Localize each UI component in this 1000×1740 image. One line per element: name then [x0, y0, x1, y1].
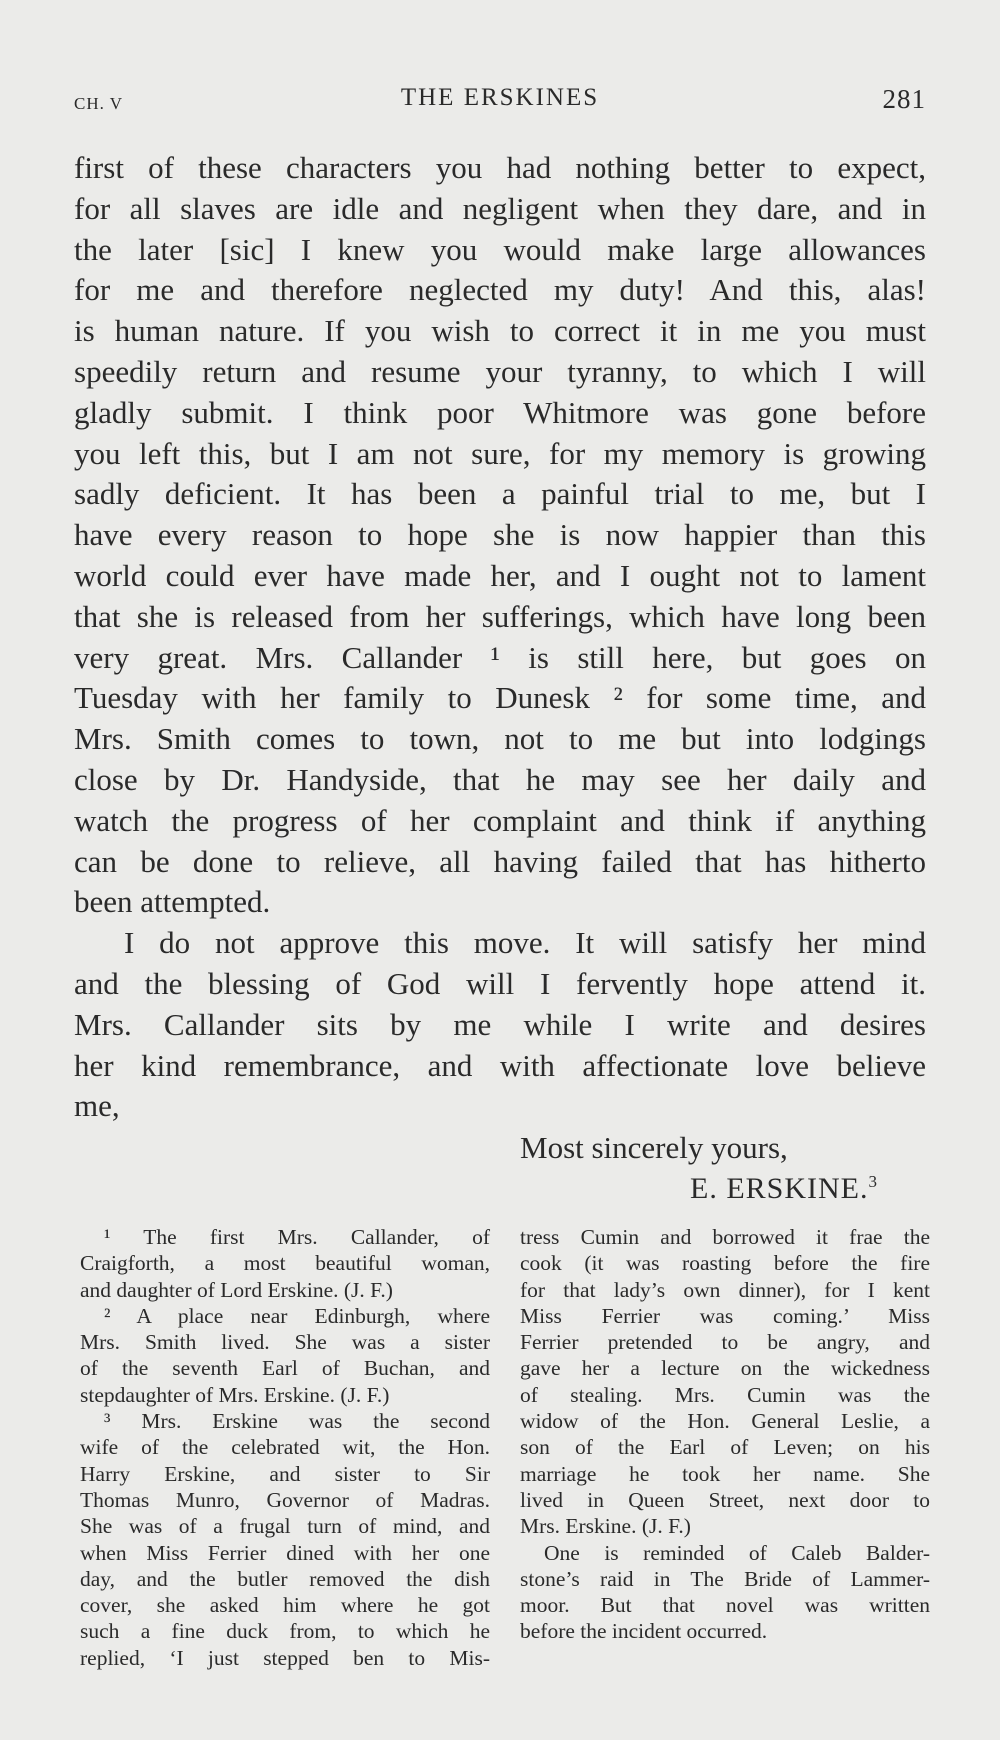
footnote-line: marriage he took her name. She: [520, 1461, 930, 1486]
footnote-line: before the incident occurred.: [520, 1619, 768, 1644]
letter-line: close by Dr. Handyside, that he may see her daily and: [74, 761, 926, 797]
letter-line: Mrs. Smith comes to town, not to me but into lodgings: [74, 721, 926, 757]
footnote-line: Craigforth, a most beautiful woman,: [80, 1251, 490, 1276]
footnote-line: stone’s raid in The Bride of Lammer-: [520, 1566, 930, 1591]
letter-line: for all slaves are idle and negligent when they dare, and in: [74, 190, 926, 226]
footnote-line: wife of the celebrated wit, the Hon.: [80, 1435, 490, 1460]
footnote-line: son of the Earl of Leven; on his: [520, 1435, 930, 1460]
running-head: [74, 84, 926, 124]
footnote-line: cook (it was roasting before the fire: [520, 1251, 930, 1276]
footnote-line: Harry Erskine, and sister to Sir: [80, 1461, 490, 1486]
letter-line: and the blessing of God will I fervently hope attend it.: [74, 965, 926, 1001]
letter-body: [74, 148, 926, 1127]
letter-line: Mrs. Callander sits by me while I write and desires: [74, 1006, 926, 1042]
footnote-column-right: [520, 1224, 930, 1645]
footnote-line: stepdaughter of Mrs. Erskine. (J. F.): [80, 1382, 390, 1407]
footnote-line: when Miss Ferrier dined with her one: [80, 1540, 490, 1565]
footnote-line: Thomas Munro, Governor of Madras.: [80, 1487, 490, 1512]
footnote-mark: 3: [868, 1172, 878, 1191]
letter-line: gladly submit. I think poor Whitmore was gone before: [74, 394, 926, 430]
footnote-line: Mrs. Erskine. (J. F.): [520, 1514, 691, 1539]
footnote-line: for that lady’s own dinner), for I kent: [520, 1277, 930, 1302]
letter-line: first of these characters you had nothing better to expect,: [74, 150, 926, 185]
letter-line: that she is released from her sufferings, which have long been: [74, 598, 926, 634]
letter-line: Tuesday with her family to Dunesk ² for some time, and: [74, 680, 926, 716]
letter-line: me,: [74, 1088, 120, 1124]
footnote-line: gave her a lecture on the wickedness: [520, 1356, 930, 1381]
letter-line: I do not approve this move. It will satisfy her mind: [124, 925, 926, 961]
footnote-line: and daughter of Lord Erskine. (J. F.): [80, 1277, 393, 1302]
footnote-line: Miss Ferrier was coming.’ Miss: [520, 1303, 930, 1328]
footnote-line: ¹ The first Mrs. Callander, of: [104, 1225, 490, 1249]
signature: [690, 1172, 878, 1206]
footnote-line: ³ Mrs. Erskine was the second: [104, 1409, 490, 1434]
letter-line: world could ever have made her, and I ought not to lament: [74, 557, 926, 593]
footnote-line: of stealing. Mrs. Cumin was the: [520, 1382, 930, 1407]
footnote-line: She was of a frugal turn of mind, and: [80, 1514, 490, 1539]
valediction: Most sincerely yours,: [520, 1130, 788, 1165]
page-number: 281: [882, 84, 926, 114]
footnote-line: Mrs. Smith lived. She was a sister: [80, 1330, 490, 1355]
footnote-line: One is reminded of Caleb Balder-: [544, 1540, 930, 1565]
footnote-line: cover, she asked him where he got: [80, 1593, 490, 1618]
letter-line: sadly deficient. It has been a painful trial to me, but I: [74, 476, 926, 512]
footnote-line: lived in Queen Street, next door to: [520, 1487, 930, 1512]
footnote-line: ² A place near Edinburgh, where: [104, 1303, 490, 1328]
letter-line: very great. Mrs. Callander ¹ is still here, but goes on: [74, 639, 926, 675]
letter-line: her kind remembrance, and with affectionate love believe: [74, 1047, 926, 1083]
footnote-line: such a fine duck from, to which he: [80, 1619, 490, 1644]
letter-line: for me and therefore neglected my duty! And this, alas!: [74, 272, 926, 308]
letter-line: watch the progress of her complaint and think if anything: [74, 802, 926, 838]
letter-line: is human nature. If you wish to correct it in me you must: [74, 313, 926, 349]
letter-line: can be done to relieve, all having failed that has hitherto: [74, 843, 926, 879]
footnote-line: tress Cumin and borrowed it frae the: [520, 1225, 930, 1249]
footnote-line: of the seventh Earl of Buchan, and: [80, 1356, 490, 1381]
running-title: THE ERSKINES: [400, 84, 600, 111]
footnote-line: widow of the Hon. General Leslie, a: [520, 1409, 930, 1434]
footnote-line: Ferrier pretended to be angry, and: [520, 1330, 930, 1355]
chapter-label: CH. V: [74, 94, 124, 113]
letter-line: have every reason to hope she is now happier than this: [74, 517, 926, 553]
letter-line: been attempted.: [74, 884, 271, 920]
footnote-line: replied, ‘I just stepped ben to Mis-: [80, 1645, 490, 1670]
footnote-line: day, and the butler removed the dish: [80, 1566, 490, 1591]
footnote-line: moor. But that novel was written: [520, 1593, 930, 1618]
letter-line: you left this, but I am not sure, for my memory is growing: [74, 435, 926, 471]
footnote-column-left: [80, 1224, 490, 1671]
signature-name: E. ERSKINE.: [690, 1172, 869, 1205]
letter-line: speedily return and resume your tyranny, to which I will: [74, 353, 926, 389]
letter-line: the later [sic] I knew you would make large allowances: [74, 231, 926, 267]
